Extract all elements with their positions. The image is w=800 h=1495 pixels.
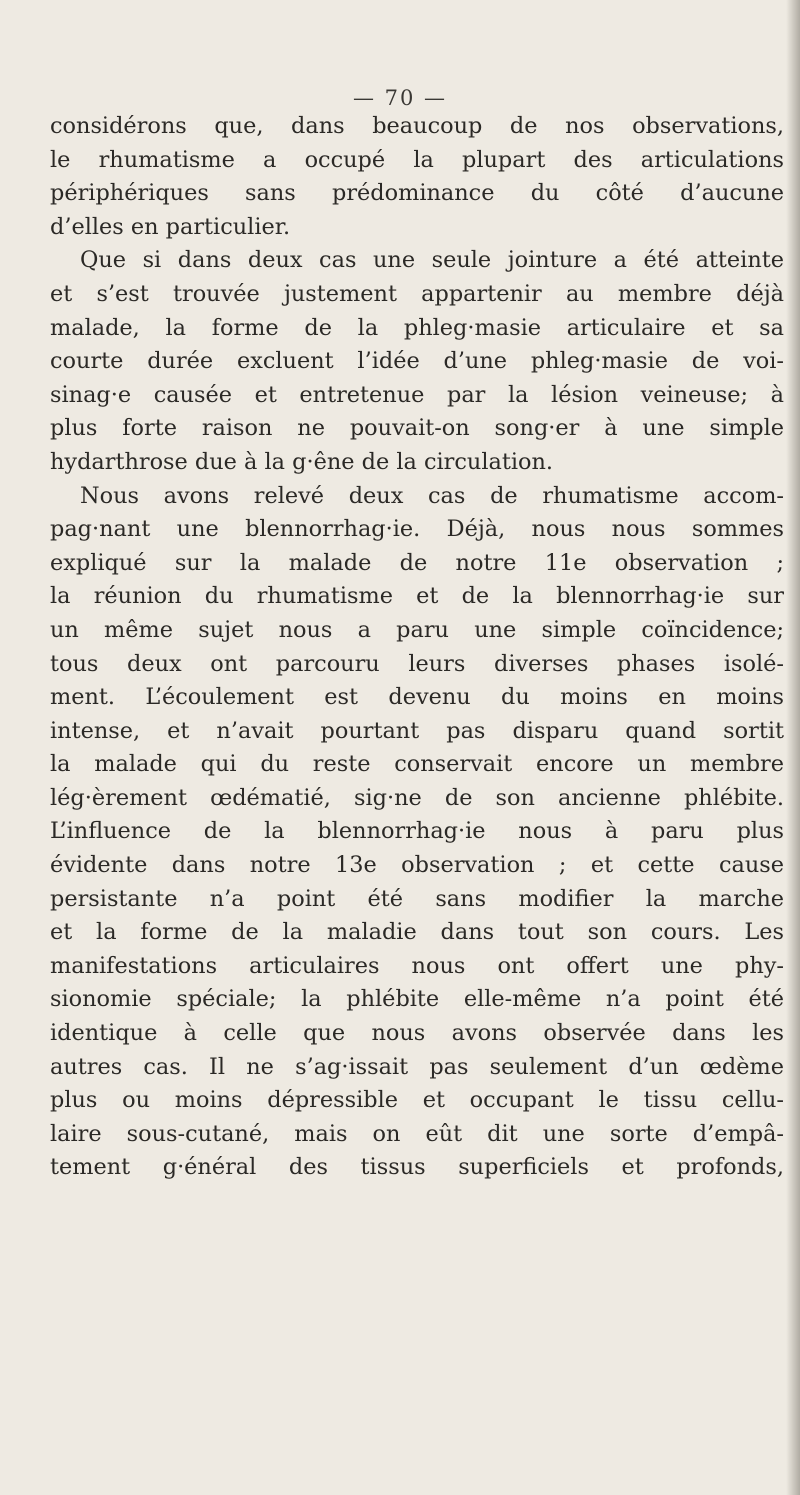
text-line: et s’est trouvée justement appartenir au membre déjà — [50, 280, 784, 307]
text-line: d’elles en particulier. — [50, 213, 291, 240]
text-line: tous deux ont parcouru leurs diverses phases isolé- — [50, 650, 784, 677]
text-line: expliqué sur la malade de notre 11e observation ; — [50, 549, 784, 576]
text-line: lég·èrement œdématié, sig·ne de son ancienne phlébite. — [50, 784, 784, 811]
text-line: la réunion du rhumatisme et de la blennorrhag·ie sur — [50, 583, 784, 610]
text-line: tement g·énéral des tissus superficiels et profonds, — [50, 1154, 784, 1181]
text-line: Nous avons relevé deux cas de rhumatisme accom- — [80, 482, 784, 509]
text-line: pag·nant une blennorrhag·ie. Déjà, nous nous sommes — [50, 516, 784, 543]
text-line: persistante n’a point été sans modifier la marche — [50, 885, 784, 912]
text-line: considérons que, dans beaucoup de nos observations, — [50, 113, 784, 139]
text-line: périphériques sans prédominance du côté d’aucune — [50, 180, 784, 207]
page-number: — 70 — — [352, 86, 448, 110]
text-line: plus forte raison ne pouvait-on song·er à une simple — [50, 415, 784, 442]
text-line: hydarthrose due à la g·êne de la circulation. — [50, 448, 554, 475]
text-line: identique à celle que nous avons observée dans les — [50, 1020, 784, 1047]
text-line: manifestations articulaires nous ont offert une phy- — [50, 952, 784, 979]
text-line: intense, et n’avait pourtant pas disparu quand sortit — [50, 717, 784, 744]
text-line: la malade qui du reste conservait encore un membre — [50, 751, 784, 778]
text-line: plus ou moins dépressible et occupant le tissu cellu- — [50, 1087, 784, 1114]
text-line: le rhumatisme a occupé la plupart des articulations — [50, 146, 784, 173]
text-line: courte durée excluent l’idée d’une phleg·masie de voi- — [50, 348, 784, 375]
page-edge-shadow — [786, 0, 800, 1495]
text-line: sionomie spéciale; la phlébite elle-même n’a point été — [50, 986, 784, 1013]
text-line: malade, la forme de la phleg·masie articulaire et sa — [50, 314, 784, 341]
text-line: et la forme de la maladie dans tout son cours. Les — [50, 919, 784, 946]
text-line: ment. L’écoulement est devenu du moins en moins — [50, 684, 784, 711]
text-line: L’influence de la blennorrhag·ie nous à paru plus — [50, 818, 784, 845]
text-line: un même sujet nous a paru une simple coïncidence; — [50, 616, 784, 643]
text-line: sinag·e causée et entretenue par la lésion veineuse; à — [50, 381, 784, 408]
text-line: autres cas. Il ne s’ag·issait pas seulement d’un œdème — [50, 1053, 784, 1080]
text-line: laire sous-cutané, mais on eût dit une sorte d’empâ- — [50, 1120, 784, 1147]
text-line: Que si dans deux cas une seule jointure a été atteinte — [80, 247, 784, 274]
body-text — [50, 110, 784, 1185]
text-line: évidente dans notre 13e observation ; et cette cause — [50, 852, 784, 879]
